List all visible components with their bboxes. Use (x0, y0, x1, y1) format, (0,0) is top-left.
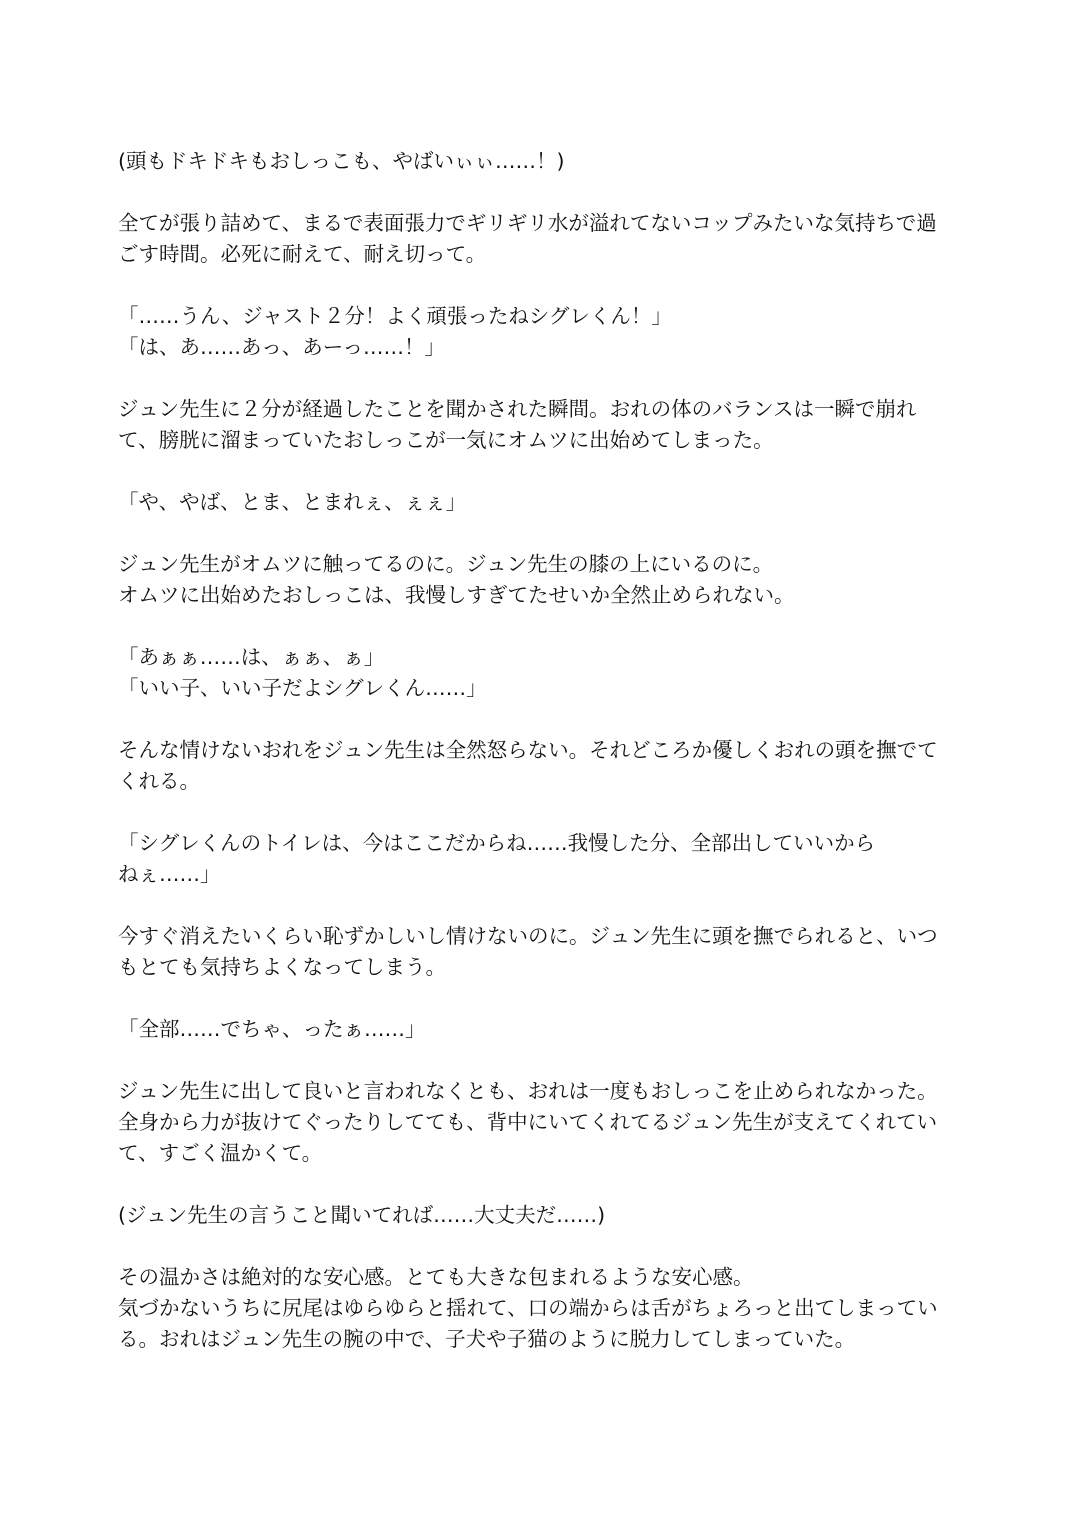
text-line: ごす時間。必死に耐えて、耐え切って。 (118, 242, 487, 266)
text-line: 「あぁぁ……は、ぁぁ、ぁ」 (118, 645, 385, 669)
text-line: その温かさは絶対的な安心感。とても大きな包まれるような安心感。 (118, 1265, 754, 1289)
text-line: 「は、あ……あっ、あーっ……！」 (118, 335, 445, 359)
text-line: て、すごく温かくて。 (118, 1141, 323, 1165)
text-line: ねぇ……」 (118, 862, 221, 886)
text-line: オムツに出始めたおしっこは、我慢しすぎてたせいか全然止められない。 (118, 583, 795, 607)
text-line: 今すぐ消えたいくらい恥ずかしいし情けないのに。ジュン先生に頭を撫でられると、いつ (118, 924, 938, 948)
text-line: 「や、やば、とま、とまれぇ、ぇぇ」 (118, 490, 467, 514)
text-line: くれる。 (118, 769, 200, 793)
text-line: そんな情けないおれをジュン先生は全然怒らない。それどころか優しくおれの頭を撫でて (118, 738, 938, 762)
paragraph-gap (118, 611, 958, 642)
text-line: 「……うん、ジャスト２分！よく頑張ったねシグレくん！」 (118, 304, 672, 328)
story-text (118, 146, 958, 1355)
paragraph-gap (118, 363, 958, 394)
text-line: 「全部……でちゃ、ったぁ……」 (118, 1017, 426, 1041)
paragraph-gap (118, 1045, 958, 1076)
paragraph-gap (118, 1231, 958, 1262)
paragraph-gap (118, 704, 958, 735)
text-line: 全身から力が抜けてぐったりしてても、背中にいてくれてるジュン先生が支えてくれてい (118, 1110, 938, 1134)
paragraph-gap (118, 270, 958, 301)
paragraph-gap (118, 890, 958, 921)
text-line: て、膀胱に溜まっていたおしっこが一気にオムツに出始めてしまった。 (118, 428, 774, 452)
text-line: もとても気持ちよくなってしまう。 (118, 955, 446, 979)
text-line: ジュン先生に出して良いと言われなくとも、おれは一度もおしっこを止められなかった。 (118, 1079, 938, 1103)
text-line: 気づかないうちに尻尾はゆらゆらと揺れて、口の端からは舌がちょろっと出てしまってい (118, 1296, 938, 1320)
text-line: 全てが張り詰めて、まるで表面張力でギリギリ水が溢れてないコップみたいな気持ちで過 (118, 211, 937, 235)
paragraph-gap (118, 983, 958, 1014)
text-line: 「シグレくんのトイレは、今はここだからね……我慢した分、全部出していいから (118, 831, 876, 855)
paragraph-gap (118, 1169, 958, 1200)
paragraph-gap (118, 456, 958, 487)
text-line: (ジュン先生の言うこと聞いてれば……大丈夫だ……) (118, 1203, 606, 1227)
text-line: 「いい子、いい子だよシグレくん……」 (118, 676, 487, 700)
text-line: ジュン先生がオムツに触ってるのに。ジュン先生の膝の上にいるのに。 (118, 552, 774, 576)
text-line: ジュン先生に２分が経過したことを聞かされた瞬間。おれの体のバランスは一瞬で崩れ (118, 397, 917, 421)
paragraph-gap (118, 177, 958, 208)
paragraph-gap (118, 518, 958, 549)
paragraph-gap (118, 797, 958, 828)
text-line: る。おれはジュン先生の腕の中で、子犬や子猫のように脱力してしまっていた。 (118, 1327, 856, 1351)
text-line: (頭もドキドキもおしっこも、やばいぃぃ……！) (118, 149, 565, 173)
